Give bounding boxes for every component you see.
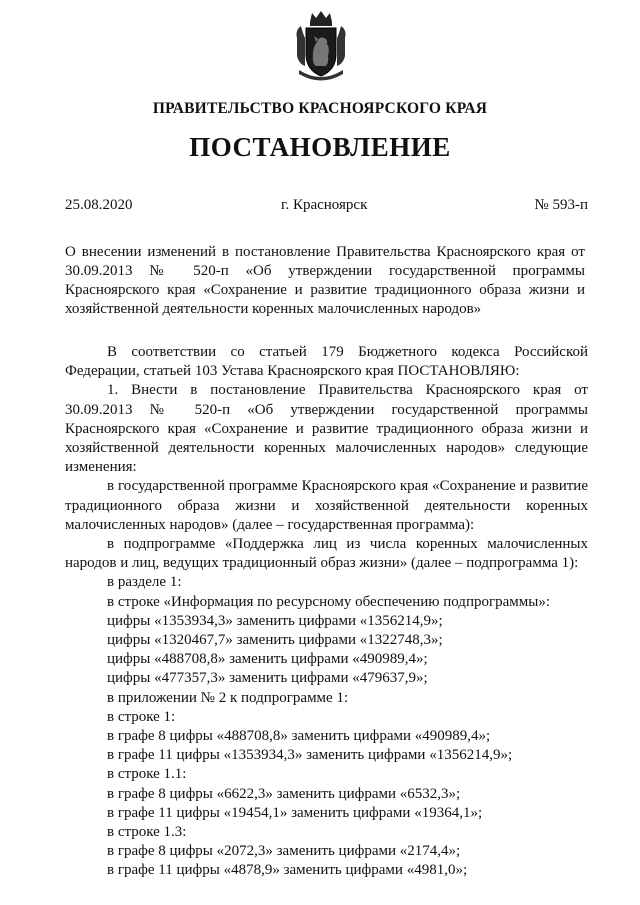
body-line: в строке «Информация по ресурсному обеспечению подпрограммы»: xyxy=(107,593,551,610)
body-paragraph: 1. Внести в постановление Правительства Красноярского края от 30.09.2013 № 520-п «Об утверждении государственной программы Красноярского края «Сохранение и развитие традиционного образа жизни и хозяйственной деятельности коренных малочисленных народов» следующие изменения: xyxy=(65,382,588,476)
document-subject: О внесении изменений в постановление Правительства Красноярского края от 30.09.2013 № 520-п «Об утверждении государственной программы Красноярского края «Сохранение и развитие традиционного образа жизни и хозяйственной деятельности коренных малочисленных народов» xyxy=(65,244,585,317)
document-number: № 593-п xyxy=(534,197,588,213)
body-paragraph: В соответствии со статьей 179 Бюджетного кодекса Российской Федерации, статьей 103 Устава Красноярского края ПОСТАНОВЛЯЮ: xyxy=(65,344,588,380)
body-line: в приложении № 2 к подпрограмме 1: xyxy=(107,689,349,706)
document-type-heading: ПОСТАНОВЛЕНИЕ xyxy=(189,132,451,162)
body-paragraph: в подпрограмме «Поддержка лиц из числа коренных малочисленных народов и лиц, ведущих традиционный образ жизни» (далее – подпрограмма 1): xyxy=(65,536,588,572)
body-line: в графе 11 цифры «1353934,3» заменить цифрами «1356214,9»; xyxy=(107,747,513,764)
body-line: в графе 8 цифры «488708,8» заменить цифрами «490989,4»; xyxy=(107,728,491,745)
body-line: в разделе 1: xyxy=(107,574,182,591)
body-line: в графе 8 цифры «6622,3» заменить цифрами «6532,3»; xyxy=(107,785,461,802)
body-line: в графе 11 цифры «4878,9» заменить цифрами «4981,0»; xyxy=(107,862,468,879)
body-line: цифры «1320467,7» заменить цифрами «1322748,3»; xyxy=(107,632,443,649)
document-meta-row xyxy=(65,197,588,217)
body-line: цифры «477357,3» заменить цифрами «479637,9»; xyxy=(107,670,428,687)
document-body xyxy=(65,343,588,881)
body-line: цифры «1353934,3» заменить цифрами «1356214,9»; xyxy=(107,612,443,629)
body-line: в строке 1: xyxy=(107,708,176,725)
body-line: в графе 11 цифры «19454,1» заменить цифрами «19364,1»; xyxy=(107,804,483,821)
body-line: цифры «488708,8» заменить цифрами «490989,4»; xyxy=(107,651,428,668)
body-line: в строке 1.1: xyxy=(107,766,187,783)
government-title: ПРАВИТЕЛЬСТВО КРАСНОЯРСКОГО КРАЯ xyxy=(152,100,488,117)
body-line: в строке 1.3: xyxy=(107,824,187,841)
coat-of-arms-icon xyxy=(293,8,349,82)
body-paragraph: в государственной программе Красноярского края «Сохранение и развитие традиционного образа жизни и хозяйственной деятельности коренных малочисленных народов» (далее – государственная программа): xyxy=(65,478,588,533)
body-line: в графе 8 цифры «2072,3» заменить цифрами «2174,4»; xyxy=(107,843,461,860)
document-date: 25.08.2020 xyxy=(65,197,133,213)
document-city: г. Красноярск xyxy=(281,197,368,213)
